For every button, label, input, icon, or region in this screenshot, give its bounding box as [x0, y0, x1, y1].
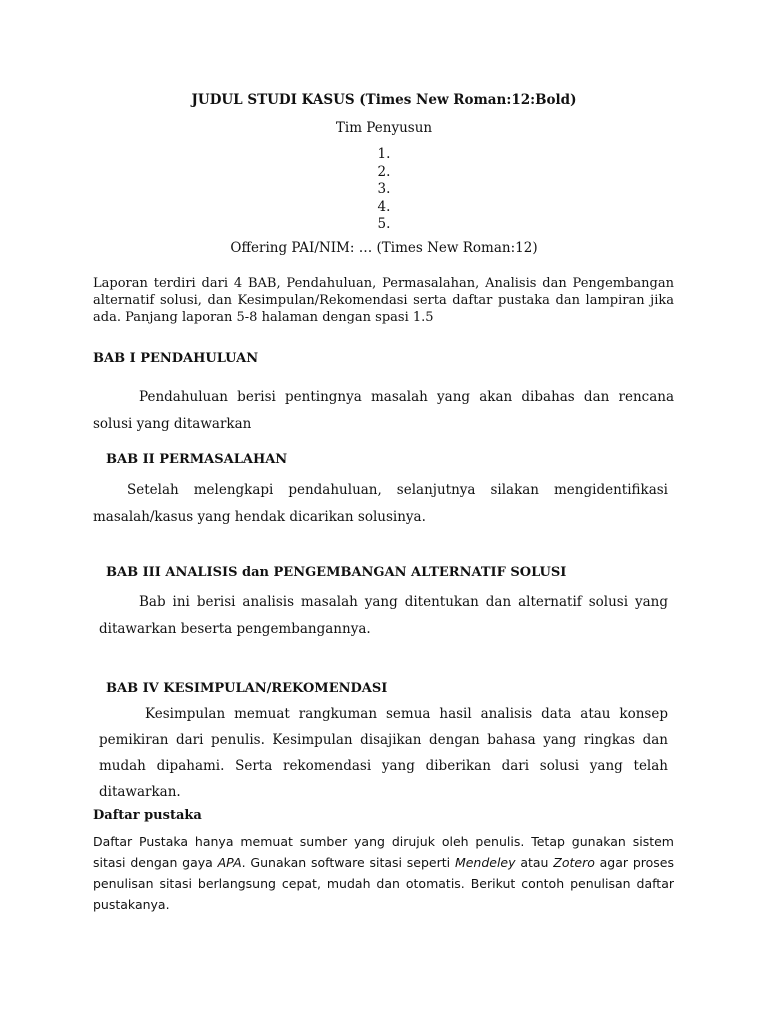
- section-heading-bab-1: BAB I PENDAHULUAN: [93, 351, 259, 366]
- section-body-bab-2: Setelah melengkapi pendahuluan, selanjutnya silakan mengidentifikasi masalah/kasus yang hendak dicarikan solusinya.: [93, 482, 668, 525]
- team-number: 3.: [377, 181, 391, 197]
- references-mendeley: Mendeley: [454, 855, 516, 870]
- references-heading: Daftar pustaka: [93, 808, 202, 823]
- team-label: Tim Penyusun: [335, 120, 433, 136]
- intro-paragraph: Laporan terdiri dari 4 BAB, Pendahuluan, Permasalahan, Analisis dan Pengembangan alternatif solusi, dan Kesimpulan/Rekomendasi serta daftar pustaka dan lampiran jika ada. Panjang laporan 5-8 halaman dengan spasi 1.5: [93, 276, 674, 325]
- section-body-bab-3: Bab ini berisi analisis masalah yang ditentukan dan alternatif solusi yang ditawarkan beserta pengembangannya.: [99, 594, 668, 637]
- section-heading-bab-4: BAB IV KESIMPULAN/REKOMENDASI: [106, 681, 388, 696]
- team-number-list: [0, 146, 768, 234]
- section-body-bab-4: Kesimpulan memuat rangkuman semua hasil analisis data atau konsep pemikiran dari penulis. Kesimpulan disajikan dengan bahasa yang ringkas dan mudah dipahami. Serta rekomendasi yang diberikan dari solusi yang telah ditawarkan.: [99, 706, 668, 800]
- references-zotero: Zotero: [553, 855, 595, 870]
- references-text: Daftar Pustaka hanya memuat sumber yang dirujuk oleh penulis. Tetap gunakan sistem sitasi dengan gaya: [93, 834, 674, 870]
- team-number: 2.: [377, 163, 391, 180]
- section-heading-bab-3: BAB III ANALISIS dan PENGEMBANGAN ALTERNATIF SOLUSI: [106, 565, 567, 580]
- section-heading-bab-2: BAB II PERMASALAHAN: [106, 452, 288, 467]
- offering-line: Offering PAI/NIM: … (Times New Roman:12): [230, 240, 538, 256]
- team-number: 1.: [377, 146, 391, 162]
- section-body-bab-1: Pendahuluan berisi pentingnya masalah yang akan dibahas dan rencana solusi yang ditawarkan: [93, 389, 674, 432]
- team-number: 4.: [377, 198, 391, 215]
- references-text: atau: [515, 855, 554, 870]
- document-title: JUDUL STUDI KASUS (Times New Roman:12:Bold): [191, 92, 577, 108]
- team-number: 5.: [377, 216, 391, 232]
- references-text: agar proses penulisan sitasi berlangsung cepat, mudah dan otomatis. Berikut contoh penulisan daftar pustakanya.: [93, 855, 674, 912]
- references-apa: APA: [217, 855, 242, 870]
- references-paragraph: [93, 831, 674, 915]
- references-text: . Gunakan software sitasi seperti: [241, 855, 455, 870]
